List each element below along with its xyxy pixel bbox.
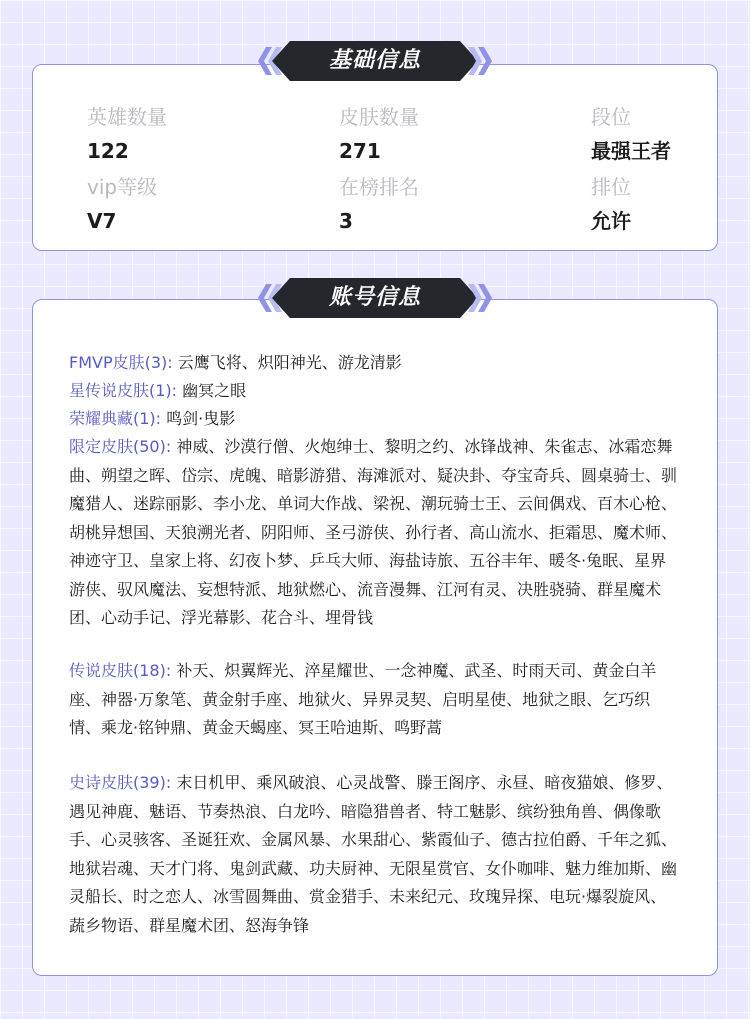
category-label: FMVP皮肤(3): (69, 353, 173, 372)
stat-ranked-allowed (591, 173, 631, 235)
skin-category-fmvp (69, 349, 679, 378)
category-items: 末日机甲、乘风破浪、心灵战警、滕王阁序、永昼、暗夜猫娘、修罗、遇见神鹿、魅语、节奏热浪、白龙吟、暗隐猎兽者、特工魅影、缤纷独角兽、偶像歌手、心灵骇客、圣诞狂欢、金属风暴、水果甜心、紫霞仙子、德古拉伯爵、千年之狐、地狱岩魂、天才门将、鬼剑武藏、功夫厨神、无限星赏官、女仆咖啡、魅力维加斯、幽灵船长、时之恋人、冰雪圆舞曲、赏金猎手、未来纪元、玫瑰异探、电玩·爆裂旋风、蔬乡物语、群星魔术团、怒海争锋 (69, 773, 678, 935)
skin-category-star-legend (69, 377, 679, 406)
category-items: 幽冥之眼 (182, 381, 247, 400)
stat-rank-tier (591, 103, 671, 165)
stat-value: V7 (87, 209, 117, 233)
skin-category-glory-collection (69, 405, 679, 434)
category-items: 云鹰飞将、炽阳神光、游龙清影 (177, 353, 402, 372)
stat-label: 皮肤数量 (339, 105, 419, 129)
category-label: 史诗皮肤(39): (69, 773, 172, 792)
stat-label: vip等级 (87, 175, 158, 199)
stat-vip-level (87, 173, 157, 235)
category-label: 传说皮肤(18): (69, 661, 172, 680)
skin-category-epic (69, 769, 679, 940)
category-label: 限定皮肤(50): (69, 437, 172, 456)
skin-category-limited (69, 433, 679, 633)
category-label: 荣耀典藏(1): (69, 409, 162, 428)
stat-label: 排位 (591, 175, 631, 199)
stat-label: 英雄数量 (87, 105, 167, 129)
section-banner-account (256, 276, 494, 320)
stat-skin-count (339, 103, 419, 165)
skin-category-legendary (69, 657, 679, 743)
account-info-card (32, 299, 718, 976)
category-items: 鸣剑·曳影 (166, 409, 236, 428)
section-title: 账号信息 (328, 285, 421, 310)
stat-leaderboard-rank (339, 173, 419, 235)
stat-value: 122 (87, 139, 129, 163)
stat-value: 3 (339, 209, 353, 233)
stat-value: 271 (339, 139, 381, 163)
stat-label: 段位 (591, 105, 631, 129)
stat-value: 允许 (591, 209, 631, 233)
stat-hero-count (87, 103, 167, 165)
section-banner-basic (256, 39, 494, 83)
category-items: 补天、炽翼辉光、淬星耀世、一念神魔、武圣、时雨天司、黄金白羊座、神器·万象笔、黄金射手座、地狱火、异界灵契、启明星使、地狱之眼、乞巧织情、乘龙·铭钟鼎、黄金天蝎座、冥王哈迪斯、鸣野蒿 (69, 661, 657, 737)
category-items: 神威、沙漠行僧、火炮绅士、黎明之约、冰锋战神、朱雀志、冰霜恋舞曲、朔望之晖、岱宗、虎魄、暗影游猎、海滩派对、疑决卦、夺宝奇兵、圆桌骑士、驯魔猎人、迷踪丽影、李小龙、单词大作战、梁祝、潮玩骑士王、云间偶戏、百木心枪、胡桃异想国、天狼溯光者、阴阳师、圣弓游侠、孙行者、高山流水、拒霜思、魔术师、神迹守卫、皇家上将、幻夜卜梦、乒乓大师、海盐诗旅、五谷丰年、暖冬·兔眠、星界游侠、驭风魔法、妄想特派、地狱燃心、流音漫舞、江河有灵、决胜骁骑、群星魔术团、心动手记、浮光幕影、花合斗、埋骨钱 (69, 437, 678, 627)
basic-info-card (32, 64, 718, 251)
stat-value: 最强王者 (591, 139, 671, 163)
category-label: 星传说皮肤(1): (69, 381, 178, 400)
section-title: 基础信息 (328, 48, 421, 73)
stat-label: 在榜排名 (339, 175, 419, 199)
